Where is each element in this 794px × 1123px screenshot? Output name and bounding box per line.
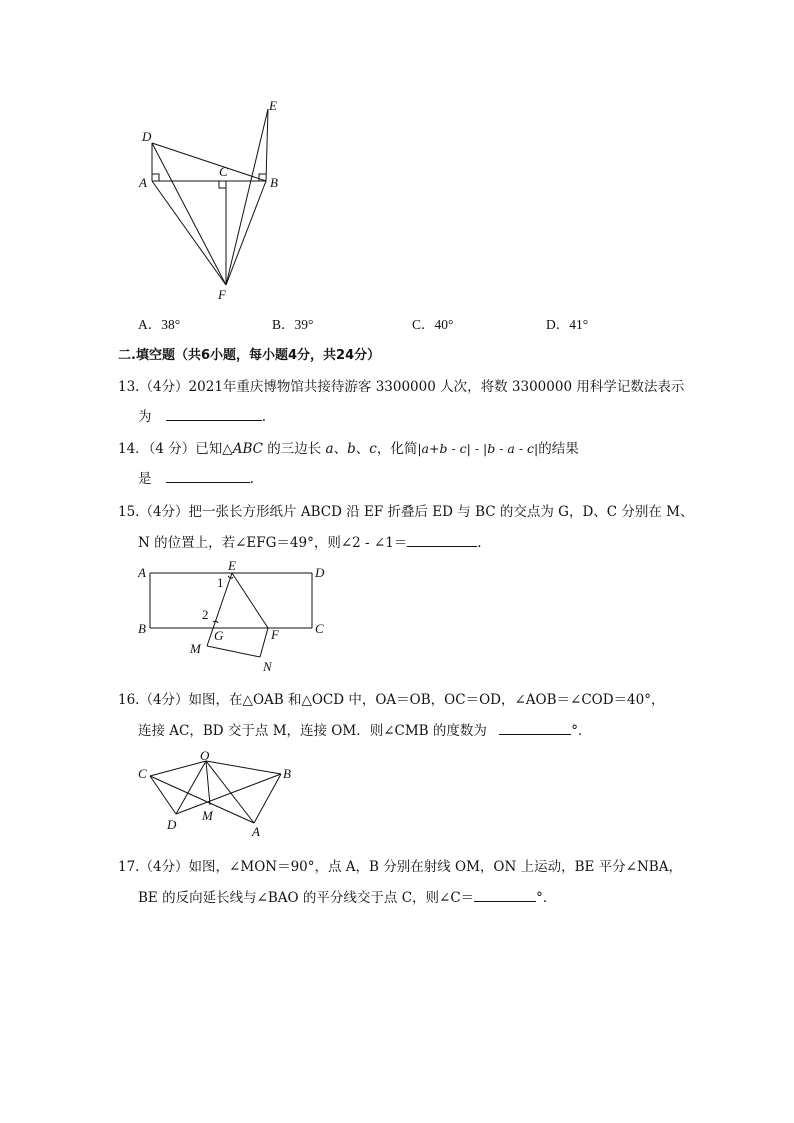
- segment-oa: [206, 761, 254, 823]
- label-angle-2: 2: [202, 607, 209, 622]
- label-b: B: [138, 621, 146, 636]
- q16-line2: 连接 AC，BD 交于点 M，连接 OM．则∠CMB 的度数为 °．: [138, 719, 591, 739]
- label-f: F: [218, 287, 226, 302]
- option-a: A．38°: [138, 317, 181, 332]
- segment-ba: [254, 774, 281, 823]
- right-angle-a: [152, 174, 159, 181]
- q16-line1: 16.（4分）如图，在△OAB 和△OCD 中，OA＝OB，OC＝OD，∠AOB＝∠COD＝40°，: [118, 692, 665, 708]
- segment-oc: [150, 761, 206, 776]
- label-f: F: [271, 627, 279, 642]
- q14-line2: 是 .: [138, 467, 254, 487]
- segment-be: [266, 109, 268, 181]
- label-c: C: [219, 164, 228, 179]
- segment-ob: [206, 761, 281, 774]
- option-c: C．40°: [412, 317, 454, 332]
- option-b: B．39°: [272, 317, 314, 332]
- label-g: G: [214, 628, 224, 643]
- q13-line1: 13.（4分）2021年重庆博物馆共接待游客 3300000 人次，将数 3300000 用科学记数法表示: [118, 379, 685, 395]
- segment-mn: [207, 646, 260, 657]
- label-m: M: [190, 641, 201, 656]
- q13-line2: 为 .: [138, 405, 266, 425]
- figure-q12: [130, 95, 290, 305]
- label-o: O: [200, 748, 210, 763]
- segment-om: [206, 761, 210, 805]
- label-n: N: [263, 659, 272, 674]
- segment-od: [176, 761, 206, 814]
- label-b: B: [283, 766, 291, 781]
- segment-db: [176, 774, 281, 814]
- q17-answer-blank[interactable]: [474, 887, 536, 902]
- label-b: B: [270, 175, 278, 190]
- q15-line1: 15.（4分）把一张长方形纸片 ABCD 沿 EF 折叠后 ED 与 BC 的交点为 G，D、C 分别在 M、: [118, 504, 694, 520]
- figure-q16: [134, 748, 304, 840]
- q15-line2: N 的位置上，若∠EFG＝49°，则∠2 - ∠1＝ .: [138, 531, 482, 551]
- q14-line1: 14．（4 分）已知△ABC 的三边长 a、b、c，化简|a+b - c| - |b - a - c|的结果: [118, 441, 579, 457]
- label-a: A: [138, 565, 146, 580]
- label-c: C: [315, 621, 324, 636]
- section-title: 二.填空题（共6小题，每小题4分，共24分）: [118, 348, 381, 363]
- segment-fn: [260, 628, 268, 657]
- label-angle-1: 1: [217, 575, 224, 590]
- q17-line2: BE 的反向延长线与∠BAO 的平分线交于点 C，则∠C＝ °．: [138, 886, 556, 906]
- segment-af: [152, 181, 226, 285]
- q14-answer-blank[interactable]: [166, 468, 250, 483]
- label-c: C: [138, 766, 147, 781]
- segment-bf: [226, 181, 266, 285]
- q13-answer-blank[interactable]: [166, 406, 262, 421]
- figure-q15: [134, 558, 334, 678]
- segment-ef: [232, 573, 268, 628]
- label-e: E: [269, 98, 277, 113]
- label-a: A: [139, 175, 147, 190]
- label-e: E: [228, 558, 236, 573]
- label-d: D: [167, 817, 177, 832]
- option-d: D．41°: [546, 317, 589, 332]
- right-angle-c: [219, 181, 226, 188]
- q15-answer-blank[interactable]: [407, 532, 477, 547]
- q16-answer-blank[interactable]: [499, 720, 571, 735]
- label-d: D: [142, 129, 152, 144]
- label-a: A: [252, 824, 260, 839]
- label-d: D: [315, 565, 325, 580]
- segment-ef: [226, 109, 268, 285]
- label-m: M: [202, 808, 213, 823]
- q17-line1: 17.（4分）如图，∠MON＝90°，点 A，B 分别在射线 OM，ON 上运动，BE 平分∠NBA，: [118, 859, 682, 875]
